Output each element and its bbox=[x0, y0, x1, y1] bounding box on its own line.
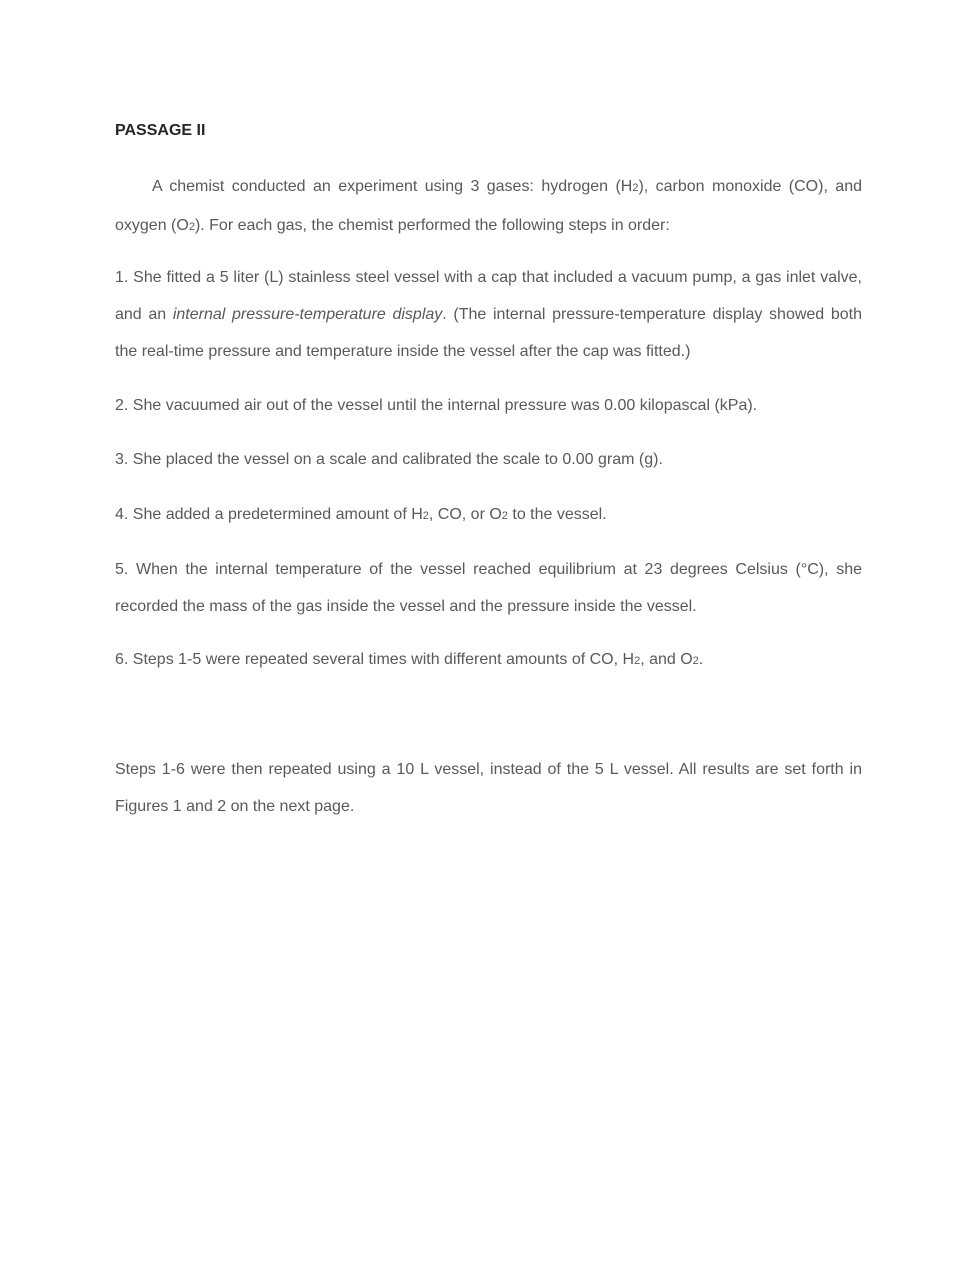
step-1-emphasis: internal pressure-temperature display bbox=[172, 306, 443, 323]
step-6 bbox=[115, 641, 862, 680]
intro-subscript-2: 2 bbox=[188, 221, 195, 233]
step-1 bbox=[115, 259, 862, 370]
step-4-subscript-2: 2 bbox=[501, 510, 508, 522]
step-6-text-1: 6. Steps 1-5 were repeated several times with different amounts of CO, H bbox=[115, 651, 635, 668]
step-4-subscript-1: 2 bbox=[422, 510, 429, 522]
step-3: 3. She placed the vessel on a scale and calibrated the scale to 0.00 gram (g). bbox=[115, 451, 663, 468]
step-4-text-1: 4. She added a predetermined amount of H bbox=[115, 506, 423, 523]
intro-text-2: ), carbon monoxide (CO), and oxygen (O bbox=[115, 178, 863, 234]
step-6-subscript-2: 2 bbox=[692, 655, 699, 667]
intro-text-1: A chemist conducted an experiment using 3 gases: hydrogen (H bbox=[152, 178, 633, 195]
step-1-text-2: . (The internal pressure-temperature display showed both the real-time pressure and temperature inside the vessel after the cap was fitted.) bbox=[115, 306, 863, 360]
intro-subscript-1: 2 bbox=[632, 182, 639, 194]
step-6-text-3: . bbox=[698, 651, 704, 668]
passage-heading: PASSAGE II bbox=[115, 122, 206, 139]
step-2: 2. She vacuumed air out of the vessel until the internal pressure was 0.00 kilopascal (kPa). bbox=[115, 397, 758, 414]
step-5: 5. When the internal temperature of the vessel reached equilibrium at 23 degrees Celsius (°C), she recorded the mass of the gas inside the vessel and the pressure inside the vessel. bbox=[115, 561, 862, 615]
step-1-text-1: 1. She fitted a 5 liter (L) stainless steel vessel with a cap that included a vacuum pump, a gas inlet valve, and an bbox=[115, 269, 862, 323]
step-4-text-2: , CO, or O bbox=[428, 506, 502, 523]
intro-text-3: ). For each gas, the chemist performed the following steps in order: bbox=[194, 217, 670, 234]
step-6-subscript-1: 2 bbox=[634, 655, 641, 667]
closing-paragraph: Steps 1-6 were then repeated using a 10 L vessel, instead of the 5 L vessel. All results are set forth in Figures 1 and 2 on the next page. bbox=[115, 761, 862, 815]
intro-paragraph bbox=[115, 168, 862, 246]
step-6-text-2: , and O bbox=[640, 651, 693, 668]
step-4 bbox=[115, 496, 862, 535]
step-4-text-3: to the vessel. bbox=[507, 506, 607, 523]
